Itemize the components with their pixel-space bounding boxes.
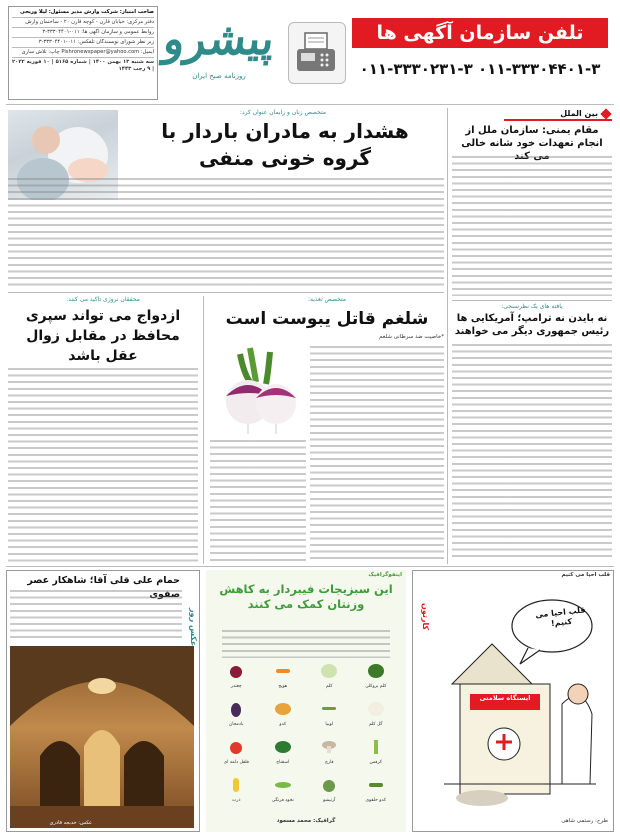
veg-cell: کدو (261, 700, 306, 736)
infographic-credit: گرافیک: محمد مسعود (276, 818, 336, 824)
marriage-kicker: محققان نروژی تاکید می کنند: (66, 296, 140, 303)
veg-cell: ذرت (214, 776, 259, 812)
turnip-body-side (310, 346, 444, 564)
column-divider-right (447, 108, 448, 564)
veg-cell: فلفل دلمه ای (214, 738, 259, 774)
marriage-headline: ازدواج می تواند سپری محافظ در مقابل زوال عقل باشد (25, 308, 181, 364)
date-line: سه شنبه ۱۳ بهمن ۱۴۰۰ | شماره ۵۱۶۵ | ۱۰ فوریه ۲۰۲۲ | ۹ رجب ۱۴۴۳ (12, 59, 154, 72)
hammam-body (10, 590, 182, 642)
intl-main-body (452, 156, 612, 296)
infographic-intro (222, 630, 390, 658)
turnip-kicker: متخصص تغذیه: (308, 296, 346, 303)
hammam-photo-credit: عکس: خدیجه قادری (49, 820, 92, 826)
info-line: دفتر مرکزی: خیابان قارن - کوچه قارن ۲۰ - ساختمان وارش (25, 19, 154, 25)
veg-cell: قارچ (307, 738, 352, 774)
ad-phone-banner (352, 18, 608, 48)
cartoon-label: قلب احیا می کنیم (561, 572, 610, 578)
marriage-body (8, 368, 198, 564)
veg-cell: آرتیشو (307, 776, 352, 812)
info-line: صاحب امتیاز: شرکت وارش مدیر مسئول: لیلا وریجی (19, 9, 154, 15)
column-divider-middle (203, 296, 204, 564)
masthead-rule (6, 104, 614, 105)
intl-sub-body (452, 344, 612, 562)
turnip-headline: شلغم قاتل یبوست است (225, 309, 429, 329)
masthead-info-box (8, 6, 158, 100)
veg-cell: نخود فرنگی (261, 776, 306, 812)
veg-cell: کلم بروکلی (354, 662, 399, 698)
hammam-side-label: عکس روز (189, 607, 198, 646)
intl-rule (452, 300, 612, 301)
fax-icon (288, 22, 346, 84)
health-headline: هشدار به مادران باردار با گروه خونی منفی (161, 119, 409, 170)
cartoon-side-label: کارتون (421, 602, 430, 630)
veg-cell: هویج (261, 662, 306, 698)
ad-phone-numbers: ۰۱۱-۳۳۳۰۴۴۰۱-۳ ۰۱۱-۳۳۳۰۲۳۱-۳ (359, 60, 601, 78)
intl-main-headline: مقام یمنی: سازمان ملل از انجام تعهدات خود شانه خالی می کند (461, 125, 603, 162)
veg-cell: کدو حلقوی (354, 776, 399, 812)
turnip-byline: *خاصیت ضد سرطانی شلغم (379, 334, 444, 340)
veg-cell: کلم (307, 662, 352, 698)
info-line: زیر نظر شورای نویسندگان تلفکس: ۰۱۱-۳۳۳۰۴۴۰۱-۳ (38, 39, 154, 45)
newspaper-logo (161, 8, 277, 96)
health-rule (8, 292, 444, 293)
veg-cell: لوبیا (307, 700, 352, 736)
hammam-photo (10, 646, 194, 828)
veg-cell: گل کلم (354, 700, 399, 736)
hammam-headline: حمام علی قلی آقا؛ شاهکار عصر صفوی (27, 575, 180, 600)
logo-text: پیشرو (161, 14, 277, 65)
section-label-intl (504, 108, 612, 121)
logo-subtitle: روزنامه صبح ایران (192, 72, 246, 80)
bottom-section-rule (6, 566, 614, 567)
health-body (8, 178, 444, 288)
veg-cell: بادمجان (214, 700, 259, 736)
veg-cell: چغندر (214, 662, 259, 698)
health-kicker: متخصص زنان و زایمان عنوان کرد: (239, 109, 327, 116)
diamond-icon (600, 108, 611, 119)
veg-cell: کرفس (354, 738, 399, 774)
section-label-text: بین الملل (560, 109, 598, 118)
info-line: ایمیل: Pishronewspaper@yahoo.com چاپ: تلاش ساری (21, 49, 154, 55)
turnip-body-bottom (210, 440, 306, 564)
cartoon-sign-text: ایستگاه سلامتی (479, 694, 531, 702)
turnip-photo (210, 344, 306, 436)
intl-sub-kicker: یافته های یک نظرسنجی: (501, 303, 563, 310)
info-line: روابط عمومی و سازمان آگهی ها: ۰۱۱-۳۳۳۰۴۴۰۱-۳ (42, 29, 154, 35)
infographic-kicker: اینفوگرافیک (368, 572, 402, 578)
ad-phone-title: تلفن سازمان آگهی ها (376, 22, 584, 44)
veg-cell: اسفناج (261, 738, 306, 774)
cartoon-bubble-text: قلب احیا می کنیم! (534, 605, 586, 629)
cartoon-credit: طرح: رستمی شاهی (561, 818, 608, 824)
infographic-headline: این سبزیجات فیبردار به کاهش وزنتان کمک می کنند (219, 582, 393, 611)
vegetable-grid (214, 662, 398, 812)
intl-sub-headline: نه بایدن نه ترامپ؛ آمریکایی ها رئیس جمهوری دیگر می خواهند (454, 313, 610, 337)
